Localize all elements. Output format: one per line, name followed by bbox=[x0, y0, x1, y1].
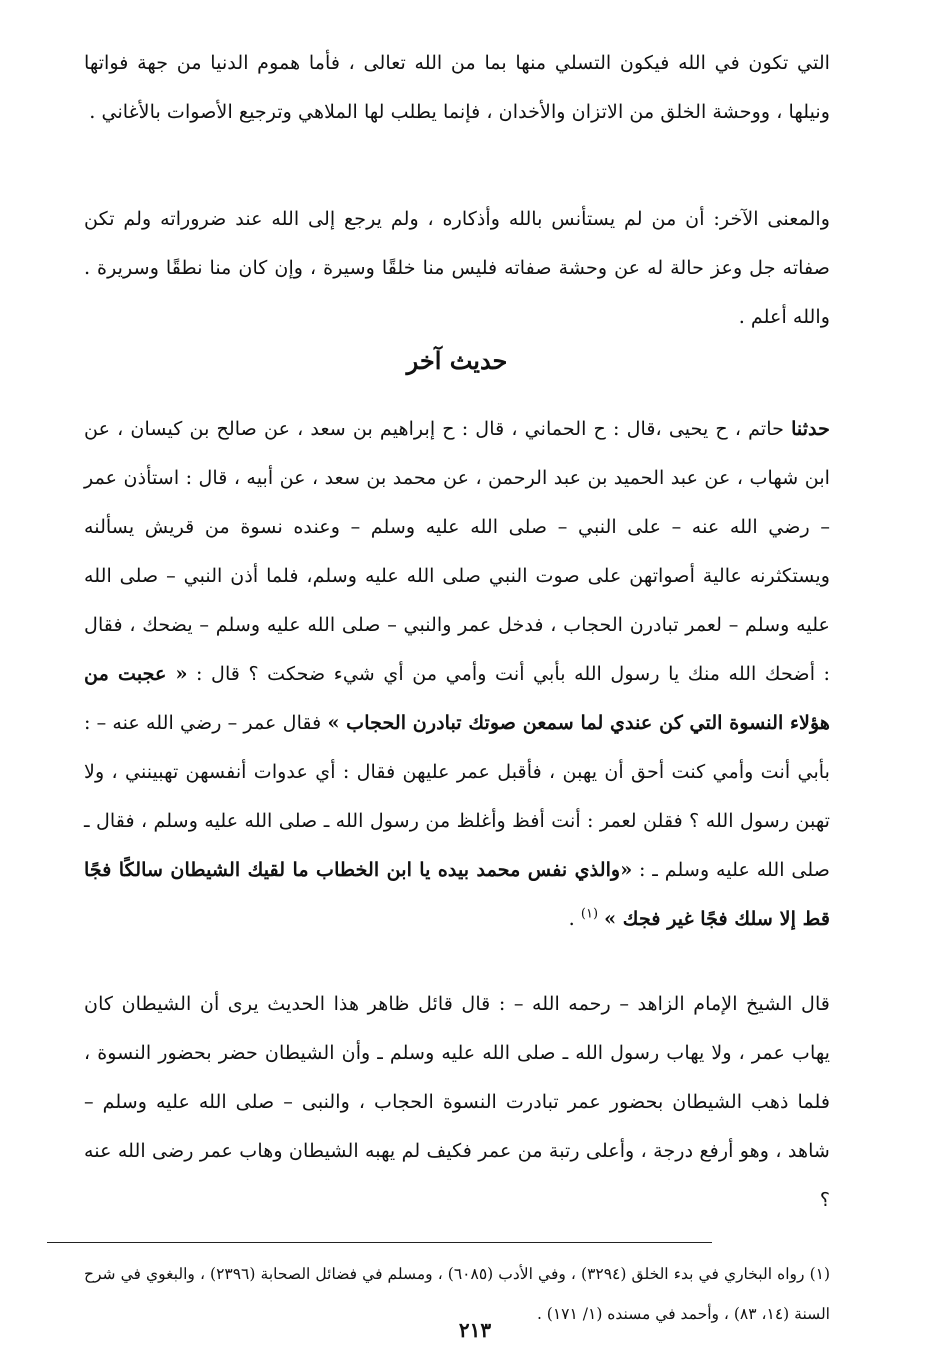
footnote-reference: (١) bbox=[580, 906, 599, 922]
paragraph-commentary: قال الشيخ الإمام الزاهد – رحمه الله – : قال قائل ظاهر هذا الحديث يرى أن الشيطان كان يهاب عمر ، ولا يهاب رسول الله ـ صلى الله عليه وسلم ـ وأن الشيطان حضر بحضور النسوة ، فلما ذهب الشيطان بحضور عمر تبادرت النسوة الحجاب ، والنبى – صلى الله عليه وسلم – شاهد ، وهو أرفع درجة ، وأعلى رتبة من عمر فكيف لم يهبه الشيطان وهاب عمر رضى الله عنه ؟ bbox=[84, 992, 830, 1211]
paragraph-1: التي تكون في الله فيكون التسلي منها بما من الله تعالى ، فأما هموم الدنيا من جهة فواتها ونيلها ، ووحشة الخلق من الاتزان والأخدان ، فإنما يطلب لها الملاهي وترجيع الأصوات بالأغاني . bbox=[84, 51, 830, 123]
footnote-divider bbox=[47, 1242, 712, 1243]
hadith-end: . bbox=[568, 907, 581, 930]
hadith-lead: حدثنا bbox=[791, 417, 830, 440]
hadith-paragraph bbox=[84, 404, 830, 943]
prophet-quote-2: «والذي نفس محمد بيده يا ابن الخطاب ما لقيك الشيطان سالكًا فجًا قط إلا سلك فجًا غير فجك » bbox=[84, 858, 830, 930]
hadith-middle-text: فقال عمر – رضي الله عنه – : بأبي أنت وأمي كنت أحق أن يهبن ، فأقبل عمر عليهن فقال : أي عدوات أنفسهن تهبينني ، ولا تهبن رسول الله ؟ فقلن لعمر : أنت أفظ وأغلظ من رسول الله ـ صلى الله عليه وسلم ، فقال ـ صلى الله عليه وسلم ـ : bbox=[84, 711, 830, 881]
hadith-chain-text: حاتم ، ح يحيى ،قال : ح الحماني ، قال : ح إبراهيم بن سعد ، عن صالح بن كيسان ، عن ابن شهاب ، عن عبد الحميد بن عبد الرحمن ، عن محمد بن سعد ، عن أبيه ، قال : استأذن عمر – رضي الله عنه – على النبي – صلى الله عليه وسلم – وعنده نسوة من قريش يسألنه ويستكثرنه عالية أصواتهن على صوت النبي صلى الله عليه وسلم، فلما أذن النبي – صلى الله عليه وسلم – لعمر تبادرن الحجاب ، فدخل عمر والنبي – صلى الله عليه وسلم – يضحك ، فقال : أضحك الله منك يا رسول الله بأبي أنت وأمي من أي شيء ضحكت ؟ قال : bbox=[84, 417, 831, 685]
prophet-quote-1: « عجبت من هؤلاء النسوة التي كن عندي لما سمعن صوتك تبادرن الحجاب » bbox=[84, 662, 830, 734]
footnote: (١) رواه البخاري في بدء الخلق (٣٢٩٤) ، وفي الأدب (٦٠٨٥) ، ومسلم في فضائل الصحابة (٢٣٩٦) ، والبغوي في شرح السنة (١٤، ٨٣) ، وأحمد في مسنده (١/ ١٧١) . bbox=[84, 1265, 831, 1323]
paragraph-2: والمعنى الآخر: أن من لم يستأنس بالله وأذكاره ، ولم يرجع إلى الله عند ضروراته ولم تكن صفاته جل وعز حالة له عن وحشة صفاته فليس منا خلقًا وسيرة ، وإن كان منا نطقًا وسريرة . والله أعلم . bbox=[84, 207, 830, 328]
page-number: ٢١٣ bbox=[458, 1318, 492, 1342]
section-heading: حديث آخر bbox=[406, 346, 508, 375]
